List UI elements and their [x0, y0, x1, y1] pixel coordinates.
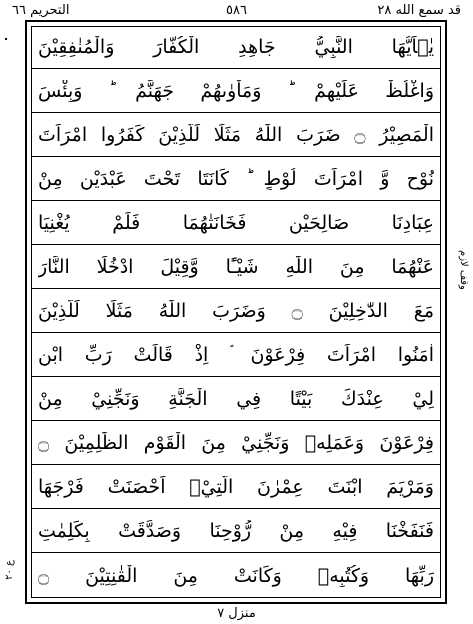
margin-dot	[5, 38, 7, 40]
text-line	[31, 246, 441, 289]
verse-line-text: وَاغْلُظْ عَلَيْهِمْ ؕ وَمَاْوٰىهُمْ جَهَنَّمُ ؕ وَبِئْسَ	[38, 80, 434, 102]
verse-line-text: اٰمَنُوا امْرَاَتَ فِرْعَوْنَ ۘ اِذْ قَالَتْ رَبِّ ابْنِ	[38, 344, 434, 366]
text-line	[31, 466, 441, 509]
page-number: ٥٨٦	[226, 3, 247, 18]
verse-line-text: فِرْعَوْنَ وَعَمَلِهٖ وَنَجِّنِيْ مِنَ الْقَوْمِ الظّٰلِمِيْنَ ۝	[38, 432, 434, 454]
text-line	[31, 158, 441, 201]
text-line	[31, 422, 441, 465]
verse-line-text: عِبَادِنَا صَالِحَيْنِ فَخَانَتٰهُمَا فَلَمْ يُغْنِيَا	[38, 212, 434, 234]
text-line	[31, 202, 441, 245]
verse-text-area	[31, 26, 441, 598]
text-line	[31, 510, 441, 553]
surah-name-header: التحريم ٦٦	[12, 3, 70, 18]
verse-line-text: مَعَ الدّٰخِلِيْنَ ۝ وَضَرَبَ اللّٰهُ مَثَلًا لِّلَّذِيْنَ	[38, 300, 434, 322]
verse-line-text: نُوْحٍ وَّ امْرَاَتَ لُوْطٍ ؕ كَانَتَا تَحْتَ عَبْدَيْنِ مِنْ	[38, 168, 434, 190]
text-line	[31, 114, 441, 157]
verse-line-text: يٰۤاَيُّهَا النَّبِيُّ جَاهِدِ الْكُفَّارَ وَالْمُنٰفِقِيْنَ	[38, 36, 434, 58]
text-line	[31, 554, 441, 597]
verse-line-text: وَمَرْيَمَ ابْنَتَ عِمْرٰنَ الَّتِيْۤ اَحْصَنَتْ فَرْجَهَا	[38, 476, 434, 498]
verse-line-text: الْمَصِيْرُ ۝ ضَرَبَ اللّٰهُ مَثَلًا لِّلَّذِيْنَ كَفَرُوا امْرَاَتَ	[38, 124, 434, 146]
margin-note-left: ع ٢٠	[4, 560, 15, 580]
verse-line-text: عَنْهُمَا مِنَ اللّٰهِ شَيْـًٔا وَّقِيْلَ ادْخُلَا النَّارَ	[38, 256, 434, 278]
text-line	[31, 70, 441, 113]
verse-line-text: لِيْ عِنْدَكَ بَيْتًا فِي الْجَنَّةِ وَنَجِّنِيْ مِنْ	[38, 388, 434, 410]
juz-name-header: قد سمع الله ٢٨	[377, 3, 461, 18]
text-line	[31, 378, 441, 421]
text-line	[31, 334, 441, 377]
verse-line-text: رَبِّهَا وَكُتُبِهٖ وَكَانَتْ مِنَ الْقٰنِتِيْنَ ۝	[38, 564, 434, 587]
text-line	[31, 26, 441, 69]
margin-note-right: وقف لازم	[458, 250, 469, 290]
verse-line-text: فَنَفَخْنَا فِيْهِ مِنْ رُّوْحِنَا وَصَدَّقَتْ بِكَلِمٰتِ	[38, 520, 434, 542]
manzil-footer: منزل ٧	[217, 606, 256, 621]
text-line	[31, 290, 441, 333]
